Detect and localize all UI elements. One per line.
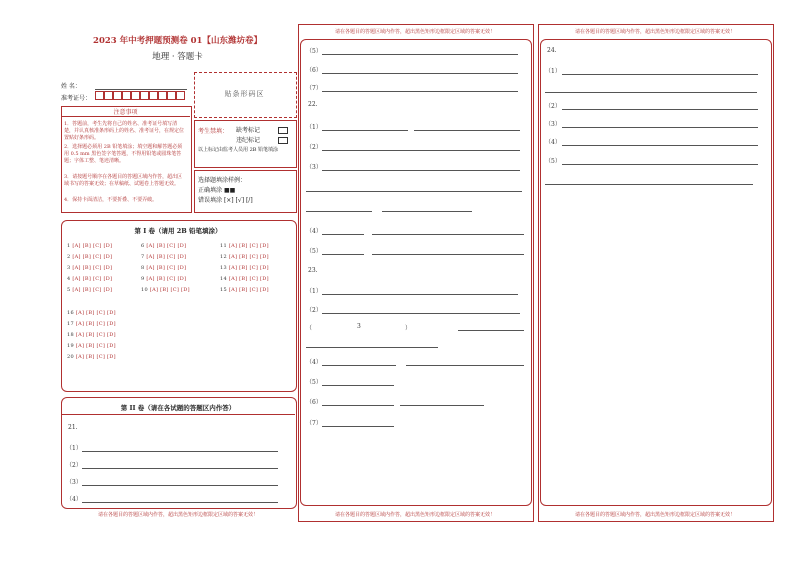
right-top-warning: 请在各题目的答题区域内作答，超出黑色矩形边框限定区域的答案无效！ [574,29,735,35]
q20-sub-7-line[interactable] [322,91,518,92]
q24-sub-2-label: （2） [545,103,561,110]
q20-sub-5-line[interactable] [322,54,518,55]
fill-correct-mark: ■■ [223,187,236,194]
q22-sub-1-line-a[interactable] [322,130,408,131]
notice-item-1: 1．答题前，考生先将自己的姓名、准考证号填写清楚，并认真核准条形码上的姓名、准考证号，在规定位置贴好条形码。 [64,121,185,141]
q20-sub-6-line[interactable] [322,73,518,74]
q21-sub-2-label: （2） [66,462,82,469]
right-bottom-warning: 请在各题目的答题区域内作答，超出黑色矩形边框限定区域的答案无效！ [574,512,735,518]
q21-sub-3-label: （3） [66,479,82,486]
q23-sub-3-line-1[interactable] [458,330,524,331]
q23-sub-2-label: （2） [306,307,322,314]
q20-sub-7-label: （7） [306,85,322,92]
id-number-grid[interactable] [95,91,189,101]
cheat-mark-label: 违纪标记 [236,137,261,144]
q23-sub-3-number: 3 [357,323,361,330]
q22-sub-3-label: （3） [306,164,322,171]
q23-sub-2-line[interactable] [322,313,520,314]
left-warning: 请在各题目的答题区域内作答，超出黑色矩形边框限定区域的答案无效！ [97,512,258,518]
fill-correct-text: 正确填涂 [198,187,223,194]
q24-sub-1-line-1[interactable] [562,74,758,75]
notice-title: 注意事项 [61,107,190,117]
q21-sub-4-line[interactable] [82,502,278,503]
q23-sub-1-line[interactable] [322,294,518,295]
q23-sub-7-line[interactable] [322,426,394,427]
absent-mark-label: 缺考标记 [236,127,261,134]
q24-sub-1-line-2[interactable] [545,92,757,93]
notice-item-3: 3．请按题号顺序在各题目的答题区域内作答，超出区域书写的答案无效；在草稿纸、试题卷上答题无效。 [64,174,183,187]
q22-sub-5-line-a[interactable] [322,254,364,255]
q20-sub-6-label: （6） [306,67,322,74]
q24-sub-4-line[interactable] [562,145,758,146]
q23-number: 23. [308,267,318,274]
q20-sub-5-label: （5） [306,48,322,55]
q21-area [61,414,295,508]
q24-sub-5-label: （5） [545,158,561,165]
q24-number: 24. [547,47,557,54]
part2-title: 第 II 卷（请在各试题的答题区内作答） [120,404,236,412]
q22-sub-4-label: （4） [306,228,322,235]
fill-sample-title: 选择题填涂样例： [198,177,247,184]
q23-sub-6-label: （6） [306,399,322,406]
middle-bottom-warning: 请在各题目的答题区域内作答，超出黑色矩形边框限定区域的答案无效！ [334,512,495,518]
q21-sub-4-label: （4） [66,496,82,503]
q22-sub-3-line-1[interactable] [322,170,520,171]
q22-sub-2-label: （2） [306,144,322,151]
part1-title: 第 I 卷（请用 2B 铅笔填涂） [134,227,222,235]
exam-title: 2023 年中考押题预测卷 01【山东潍坊卷】 [93,36,262,46]
exam-marks-label: 考生禁填： [198,128,229,135]
q22-number: 22. [308,101,318,108]
q22-sub-5-line-b[interactable] [372,254,524,255]
q23-sub-3-paren-right: ） [405,325,412,332]
fill-wrong-label [198,195,253,204]
middle-answer-box [300,39,532,506]
q21-number: 21. [68,424,78,431]
q23-sub-5-label: （5） [306,379,322,386]
q22-sub-4-line-b[interactable] [372,234,524,235]
card-subtitle: 地理 · 答题卡 [152,52,203,62]
name-field[interactable] [95,89,187,90]
q22-sub-3-line-3a[interactable] [306,211,372,212]
fill-wrong-marks: [×] [√] [/] [223,197,253,204]
q24-sub-3-line[interactable] [562,127,758,128]
q22-sub-2-line[interactable] [322,150,520,151]
q24-sub-5-line-2[interactable] [545,184,753,185]
middle-top-warning: 请在各题目的答题区域内作答，超出黑色矩形边框限定区域的答案无效！ [334,29,495,35]
notice-item-4: 4．保持卡面清洁，不要折叠、不要弄破。 [64,197,158,203]
fill-correct-label [198,185,235,194]
q24-sub-5-line-1[interactable] [562,164,758,165]
q22-sub-3-line-2[interactable] [306,191,522,192]
q23-sub-3-paren-left: （ [306,325,313,332]
absent-mark-box[interactable] [278,127,288,134]
id-label: 准考证号： [61,95,92,102]
q21-sub-2-line[interactable] [82,468,278,469]
q22-sub-5-label: （5） [306,248,322,255]
q24-sub-3-label: （3） [545,121,561,128]
q23-sub-6-line-b[interactable] [400,405,484,406]
q23-sub-1-label: （1） [306,288,322,295]
q23-sub-4-line-b[interactable] [406,365,524,366]
q22-sub-1-line-b[interactable] [414,130,520,131]
notice-item-2: 2．选择题必须用 2B 铅笔填涂；填空题和解答题必须用 0.5 mm 黑色签字笔答题，不得用铅笔或圆珠笔答题；字体工整、笔迹清晰。 [64,144,183,164]
name-label: 姓 名： [61,83,81,90]
fill-wrong-text: 错误填涂 [198,197,223,204]
q23-sub-7-label: （7） [306,420,322,427]
q21-sub-1-line[interactable] [82,451,278,452]
q24-sub-2-line[interactable] [562,109,758,110]
q23-sub-3-line-2[interactable] [306,347,438,348]
q24-sub-4-label: （4） [545,139,561,146]
q22-sub-1-label: （1） [306,124,322,131]
q23-sub-4-line-a[interactable] [322,365,396,366]
q21-sub-3-line[interactable] [82,485,278,486]
q22-sub-3-line-3b[interactable] [382,211,472,212]
q22-sub-4-line-a[interactable] [322,234,364,235]
q23-sub-6-line-a[interactable] [322,405,394,406]
q24-sub-1-label: （1） [545,68,561,75]
q23-sub-5-line[interactable] [322,385,394,386]
exam-marks-note: 以上标记由监考人员用 2B 铅笔填涂 [198,147,279,153]
barcode-label: 贴条形码区 [224,90,265,98]
q23-sub-4-label: （4） [306,359,322,366]
cheat-mark-box[interactable] [278,137,288,144]
q21-sub-1-label: （1） [66,445,82,452]
